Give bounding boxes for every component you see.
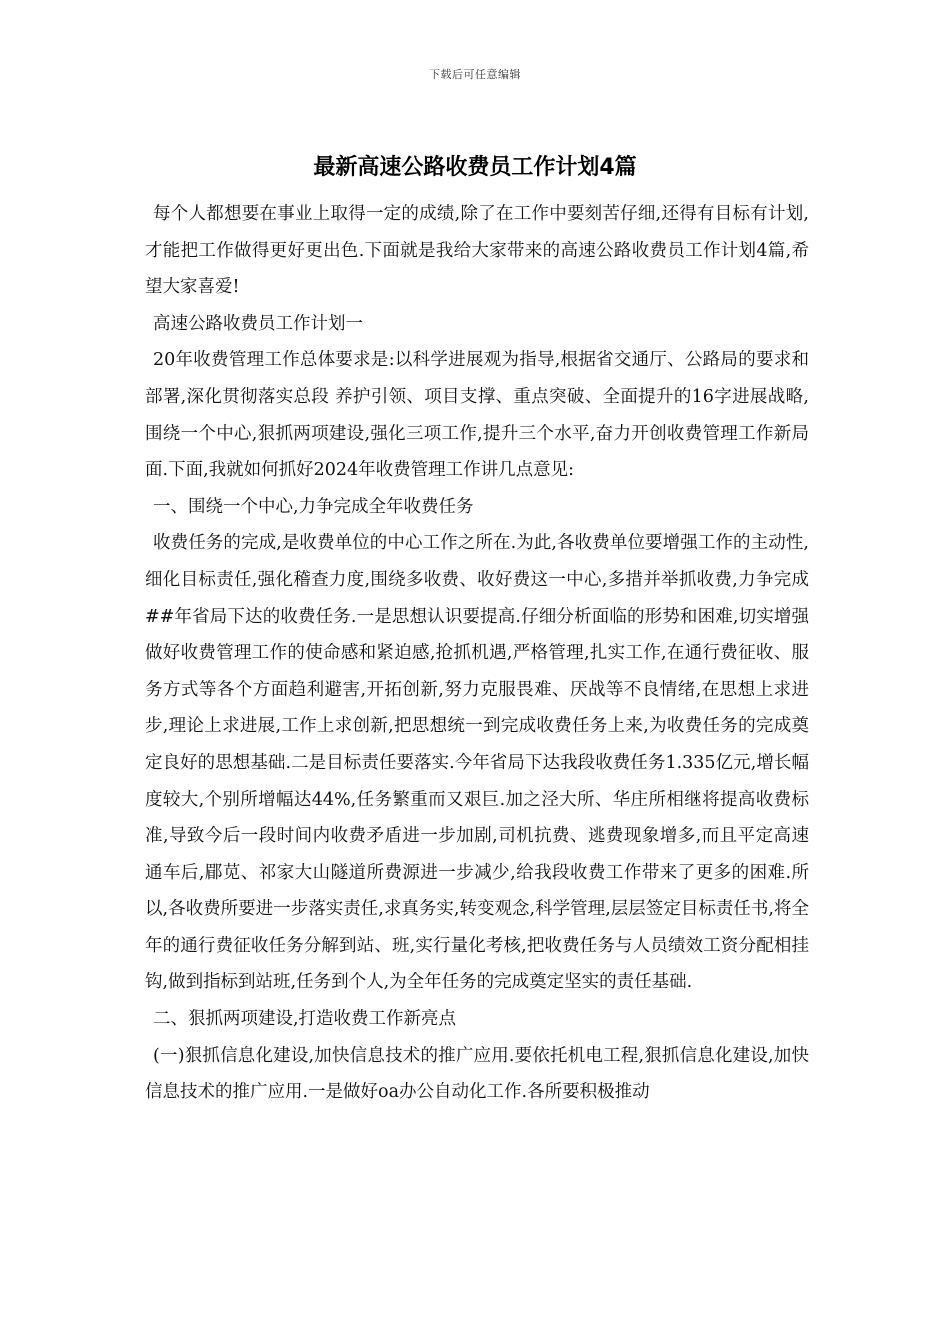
paragraph-informatization: (一)狠抓信息化建设,加快信息技术的推广应用.要依托机电工程,狠抓信息化建设,加快信息技术的推广应用.一是做好oa办公自动化工作.各所要积极推动 — [145, 1045, 809, 1103]
paragraph-intro: 每个人都想要在事业上取得一定的成绩,除了在工作中要刻苦仔细,还得有目标有计划,才能把工作做得更好更出色.下面就是我给大家带来的高速公路收费员工作计划4篇,希望大家喜爱! — [145, 204, 809, 298]
section-heading-plan-one: 高速公路收费员工作计划一 — [153, 313, 363, 334]
paragraph-general-requirements: 20年收费管理工作总体要求是:以科学进展观为指导,根据省交通厅、公路局的要求和部署,深化贯彻落实总段 养护引领、项目支撑、重点突破、全面提升的16字进展战略,围绕一个中心,狠抓两项建设,强化三项工作,提升三个水平,奋力开创收费管理工作新局面.下面,我就如何抓好2024年收费管理工作讲几点意见: — [145, 350, 809, 481]
document-title: 最新高速公路收费员工作计划4篇 — [313, 155, 637, 180]
page-header-note: 下载后可任意编辑 — [429, 68, 521, 81]
paragraph-toll-tasks: 收费任务的完成,是收费单位的中心工作之所在.为此,各收费单位要增强工作的主动性,细化目标责任,强化稽查力度,围绕多收费、收好费这一中心,多措并举抓收费,力争完成##年省局下达的收费任务.一是思想认识要提高.仔细分析面临的形势和困难,切实增强做好收费管理工作的使命感和紧迫感,抢抓机遇,严格管理,扎实工作,在通行费征收、服务方式等各个方面趋利避害,开拓创新,努力克服畏难、厌战等不良情绪,在思想上求进步,理论上求进展,工作上求创新,把思想统一到完成收费任务上来,为收费任务的完成奠定良好的思想基础.二是目标责任要落实.今年省局下达我段收费任务1.335亿元,增长幅度较大,个别所增幅达44%,任务繁重而又艰巨.加之泾大所、华庄所相继将提高收费标准,导致今后一段时间内收费矛盾进一步加剧,司机抗费、逃费现象增多,而且平定高速通车后,郿苋、祁家大山隧道所费源进一步减少,给我段收费工作带来了更多的困难.所以,各收费所要进一步落实责任,求真务实,转变观念,科学管理,层层签定目标责任书,将全年的通行费征收任务分解到站、班,实行量化考核,把收费任务与人员绩效工资分配相挂钩,做到指标到站班,任务到个人,为全年任务的完成奠定坚实的责任基础. — [145, 533, 809, 993]
document-body — [145, 196, 809, 1111]
section-heading-two-constructions: 二、狠抓两项建设,打造收费工作新亮点 — [153, 1009, 457, 1030]
section-heading-one-center: 一、围绕一个中心,力争完成全年收费任务 — [153, 496, 474, 517]
